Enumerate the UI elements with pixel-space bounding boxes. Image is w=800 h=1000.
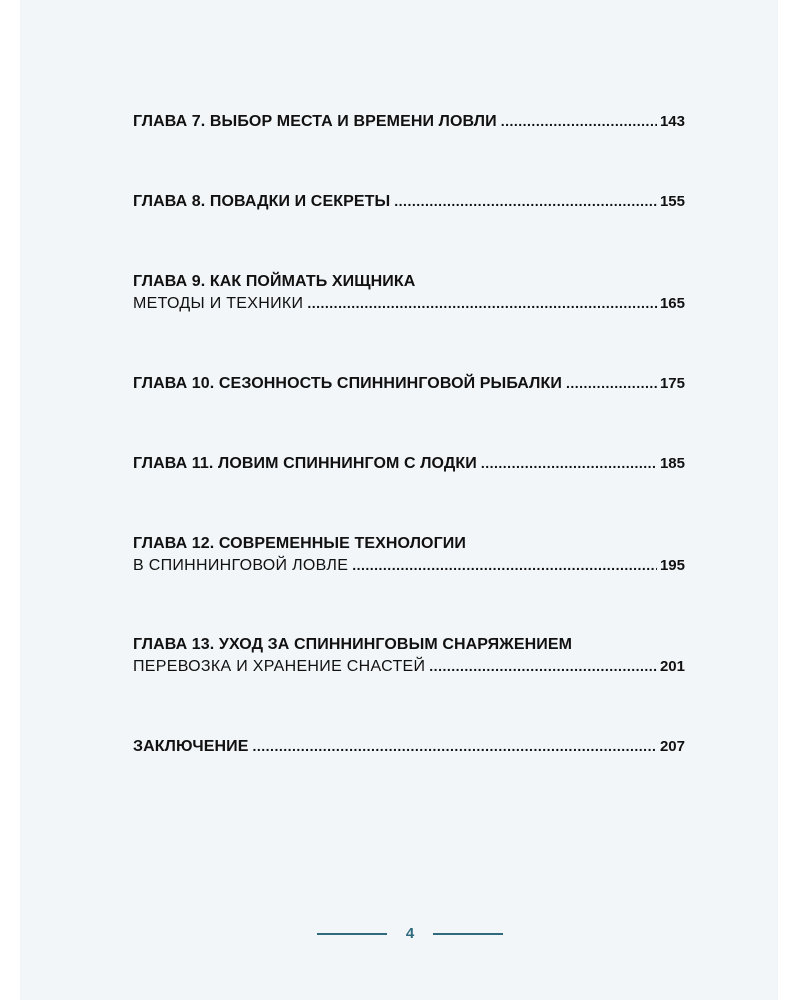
toc-entry-title: ГЛАВА 8. ПОВАДКИ И СЕКРЕТЫ: [133, 193, 391, 210]
toc-entry-page-number: 175: [659, 375, 685, 392]
toc-entry-page-number: 165: [659, 295, 685, 312]
dot-leader: [307, 291, 657, 315]
toc-entry-chapter-9[interactable]: [133, 270, 685, 315]
toc-entry-title: ГЛАВА 11. ЛОВИМ СПИННИНГОМ С ЛОДКИ: [133, 455, 477, 472]
toc-entry-title: ГЛАВА 7. ВЫБОР МЕСТА И ВРЕМЕНИ ЛОВЛИ: [133, 113, 497, 130]
toc-entry-page-number: 201: [659, 658, 685, 675]
toc-entry-page-number: 155: [659, 193, 685, 210]
document-page: [20, 0, 778, 1000]
page-footer: [317, 922, 507, 946]
toc-entry-subtitle: МЕТОДЫ И ТЕХНИКИ: [133, 295, 304, 312]
toc-entry-title: ЗАКЛЮЧЕНИЕ: [133, 738, 249, 755]
dot-leader: [481, 451, 657, 475]
toc-entry-page-number: 195: [659, 557, 685, 574]
toc-entry-chapter-10[interactable]: [133, 371, 685, 395]
toc-entry-line: [133, 291, 685, 315]
toc-entry-title: ГЛАВА 13. УХОД ЗА СПИННИНГОВЫМ СНАРЯЖЕНИЕМ: [133, 636, 573, 653]
dot-leader: [394, 189, 657, 213]
toc-entry-page-number: 207: [659, 738, 685, 755]
toc-entry-page-number: 143: [659, 113, 685, 130]
toc-entry-line: [133, 189, 685, 213]
toc-entry-chapter-8[interactable]: [133, 189, 685, 213]
toc-entry-line: [133, 109, 685, 133]
toc-entry-chapter-7[interactable]: [133, 109, 685, 133]
toc-entry-subtitle: В СПИННИНГОВОЙ ЛОВЛЕ: [133, 557, 349, 574]
toc-entry-page-number: 185: [659, 455, 685, 472]
toc-entry-line: [133, 654, 685, 678]
dot-leader: [253, 734, 657, 758]
toc-entry-title: ГЛАВА 9. КАК ПОЙМАТЬ ХИЩНИКА: [133, 273, 416, 290]
toc-entry-chapter-11[interactable]: [133, 451, 685, 475]
toc-entry-conclusion[interactable]: [133, 734, 685, 758]
toc-entry-line: [133, 553, 685, 577]
toc-entry-subtitle: ПЕРЕВОЗКА И ХРАНЕНИЕ СНАСТЕЙ: [133, 658, 426, 675]
footer-rule-right: [433, 933, 503, 935]
footer-rule-left: [317, 933, 387, 935]
toc-entry-line: [133, 734, 685, 758]
toc-entry-chapter-13[interactable]: [133, 633, 685, 678]
toc-entry-line: [133, 371, 685, 395]
dot-leader: [429, 654, 657, 678]
toc-entry-title: ГЛАВА 10. СЕЗОННОСТЬ СПИННИНГОВОЙ РЫБАЛКИ: [133, 375, 562, 392]
dot-leader: [501, 109, 657, 133]
dot-leader: [566, 371, 657, 395]
page-number: 4: [405, 925, 415, 942]
toc-entry-chapter-12[interactable]: [133, 532, 685, 577]
dot-leader: [352, 553, 657, 577]
toc-entry-title: ГЛАВА 12. СОВРЕМЕННЫЕ ТЕХНОЛОГИИ: [133, 535, 466, 552]
toc-entry-line: [133, 451, 685, 475]
